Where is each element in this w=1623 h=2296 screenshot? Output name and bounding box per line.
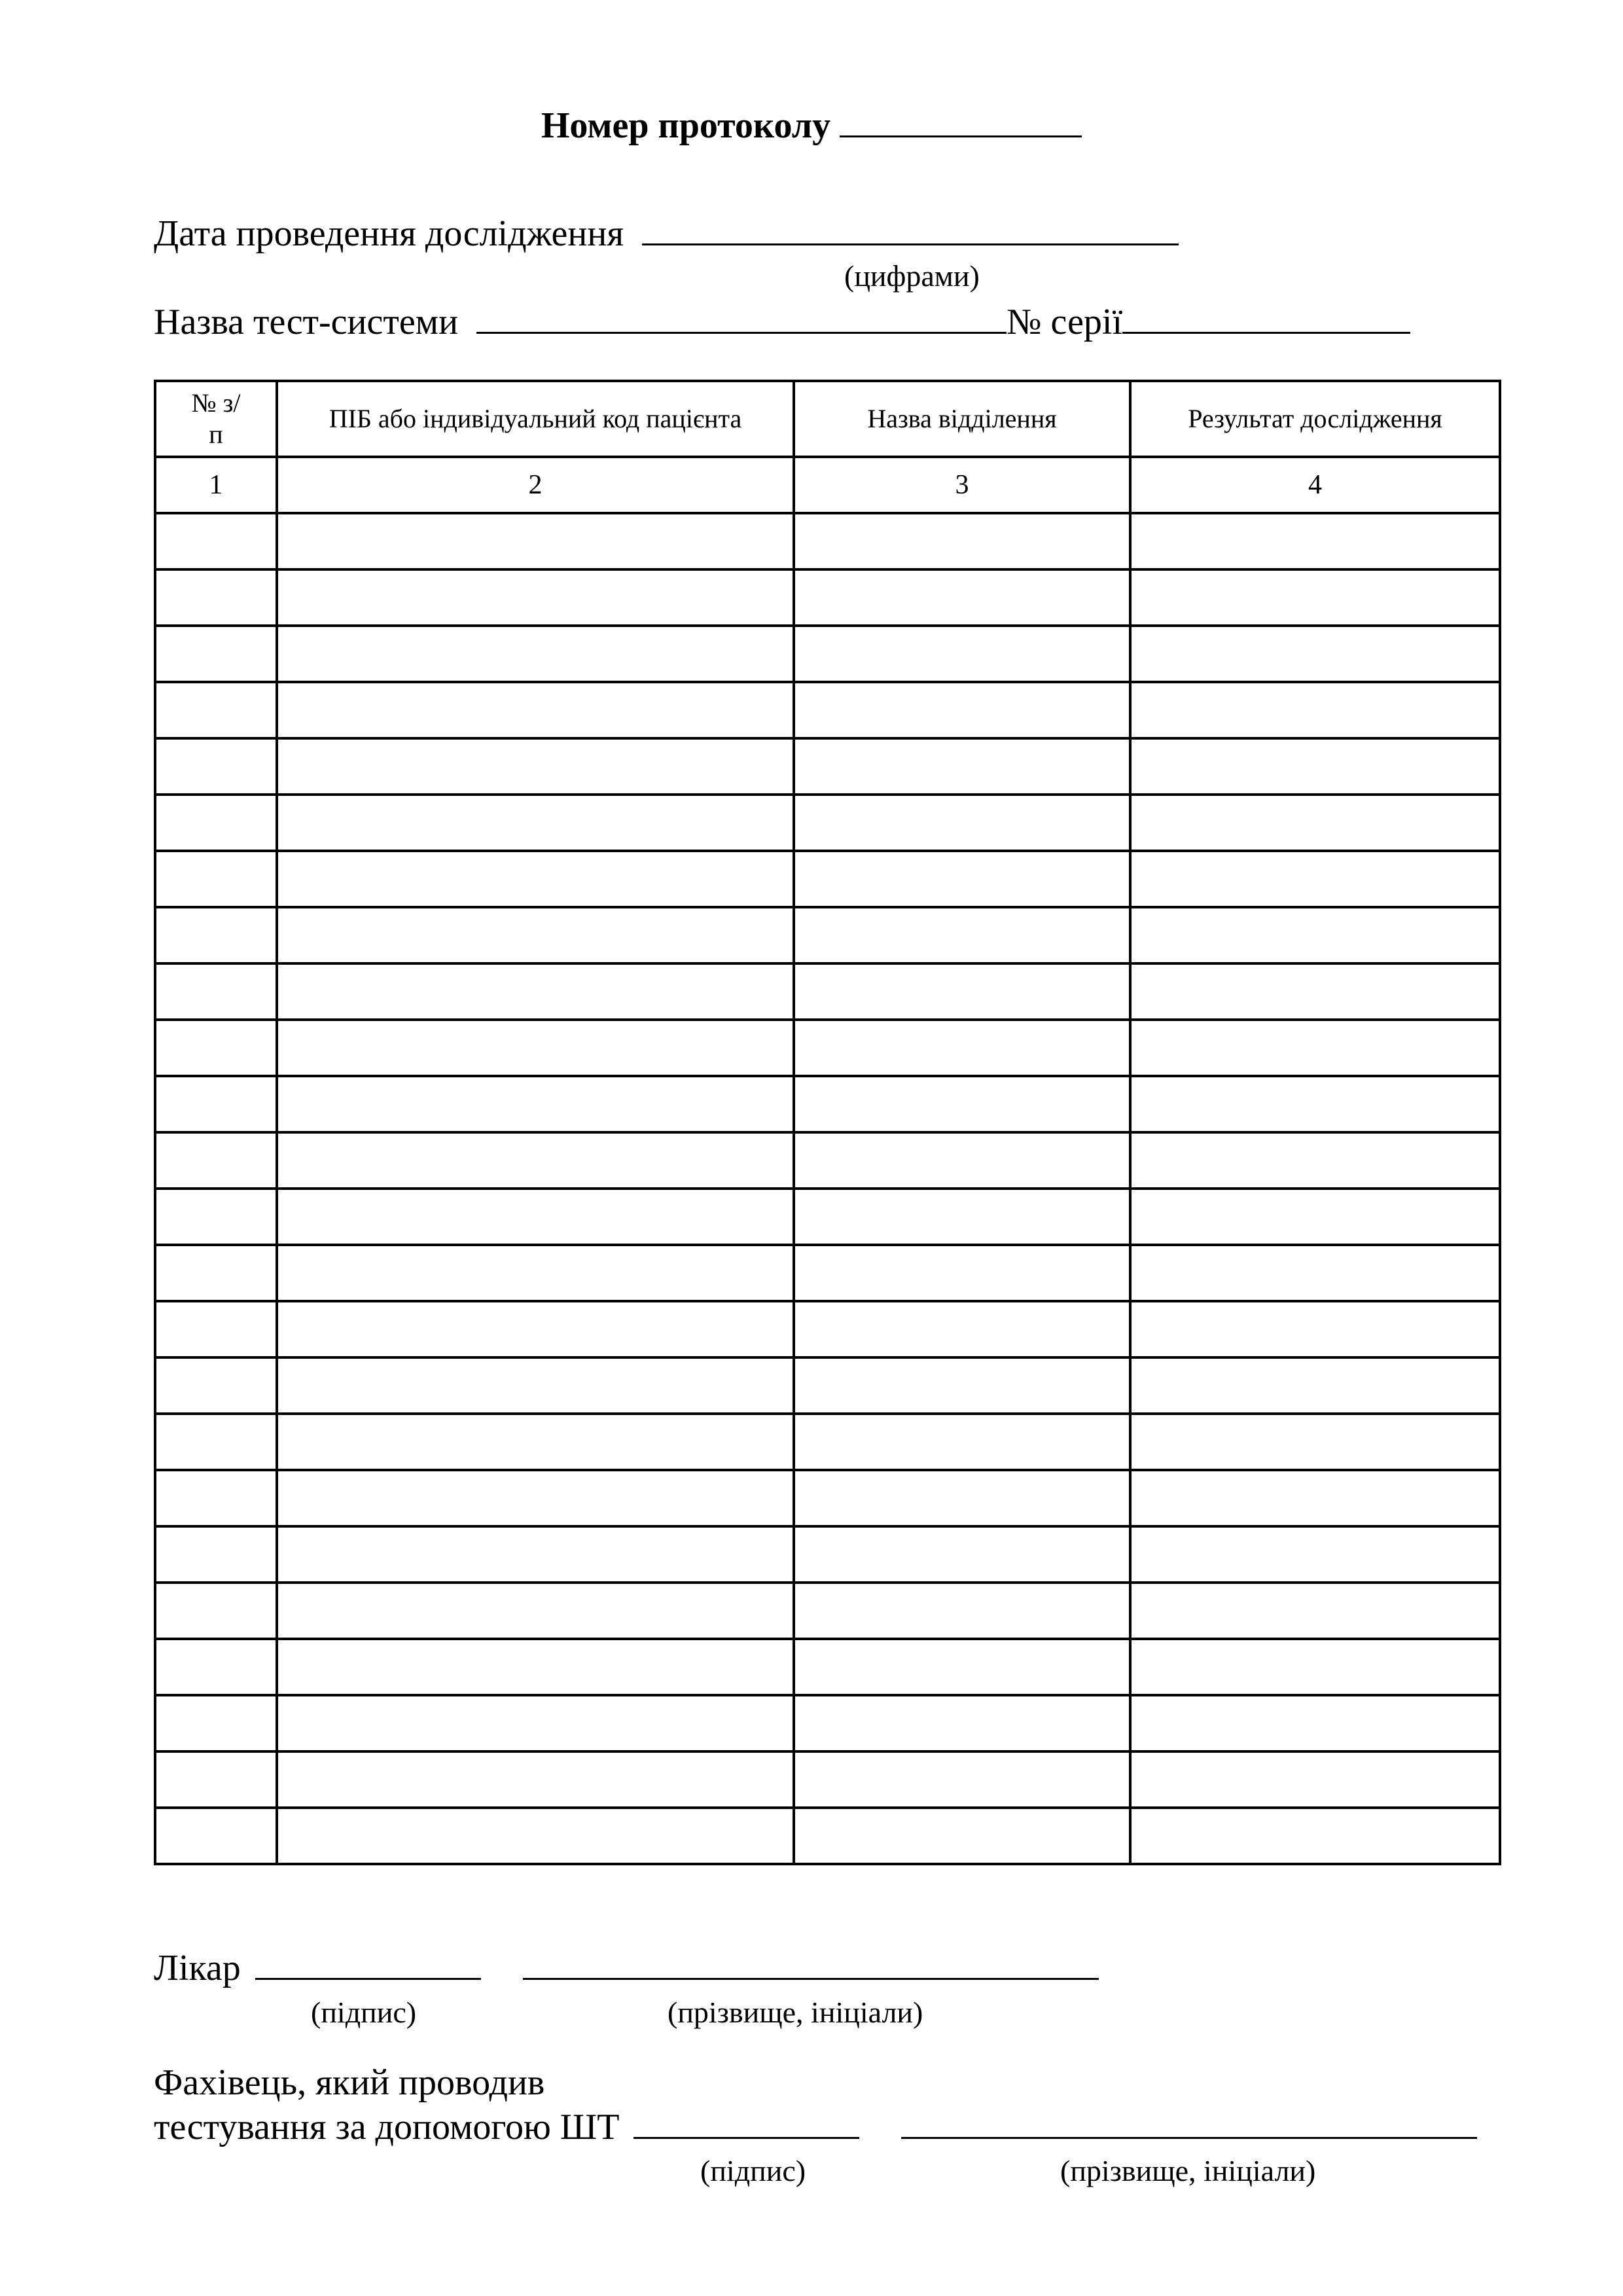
table-row [155, 1751, 1500, 1808]
table-cell[interactable] [155, 1245, 277, 1301]
table-cell[interactable] [1130, 1357, 1500, 1414]
specialist-signature-caption: (підпис) [700, 2154, 806, 2187]
table-cell[interactable] [1130, 1808, 1500, 1864]
table-cell[interactable] [1130, 907, 1500, 963]
doctor-name-field[interactable] [523, 1948, 1099, 1980]
table-cell[interactable] [155, 907, 277, 963]
doctor-label: Лікар [154, 1948, 241, 1988]
table-row [155, 1357, 1500, 1414]
table-cell[interactable] [1130, 626, 1500, 682]
table-cell[interactable] [155, 963, 277, 1020]
table-cell[interactable] [1130, 1245, 1500, 1301]
table-row [155, 907, 1500, 963]
table-row [155, 513, 1500, 569]
table-cell[interactable] [1130, 1189, 1500, 1245]
table-row [155, 1020, 1500, 1076]
table-cell[interactable] [155, 1076, 277, 1132]
protocol-number-label: Номер протоколу [541, 105, 831, 146]
table-cell[interactable] [794, 738, 1130, 795]
table-cell[interactable] [794, 569, 1130, 626]
table-cell[interactable] [794, 1301, 1130, 1357]
table-cell[interactable] [277, 1583, 794, 1639]
table-cell[interactable] [794, 1470, 1130, 1526]
protocol-number-field[interactable] [840, 105, 1082, 137]
table-cell[interactable] [155, 513, 277, 569]
table-row [155, 1132, 1500, 1189]
table-cell[interactable] [1130, 963, 1500, 1020]
table-cell[interactable] [277, 1245, 794, 1301]
patient-table [154, 380, 1501, 1865]
table-row [155, 851, 1500, 907]
table-cell[interactable] [1130, 795, 1500, 851]
table-cell[interactable] [155, 1470, 277, 1526]
table-row [155, 1583, 1500, 1639]
table-cell[interactable] [794, 963, 1130, 1020]
table-cell[interactable] [155, 1357, 277, 1414]
test-system-line [154, 301, 1410, 343]
table-cell[interactable] [1130, 1132, 1500, 1189]
protocol-number-title [0, 105, 1623, 147]
table-cell[interactable] [155, 569, 277, 626]
table-cell[interactable] [794, 1526, 1130, 1583]
table-row [155, 1301, 1500, 1357]
column-number-4: 4 [1130, 457, 1500, 513]
table-cell[interactable] [277, 626, 794, 682]
table-cell[interactable] [155, 1414, 277, 1470]
header-patient-name: ПІБ або індивідуальний код пацієнта [277, 381, 794, 457]
test-system-label: Назва тест-системи [154, 302, 459, 342]
table-cell[interactable] [277, 1301, 794, 1357]
table-cell[interactable] [277, 1076, 794, 1132]
table-cell[interactable] [277, 1132, 794, 1189]
table-cell[interactable] [155, 1189, 277, 1245]
table-cell[interactable] [1130, 1414, 1500, 1470]
table-cell[interactable] [277, 1020, 794, 1076]
study-date-caption: (цифрами) [844, 259, 980, 293]
table-cell[interactable] [794, 682, 1130, 738]
table-cell[interactable] [277, 1751, 794, 1808]
table-row [155, 1076, 1500, 1132]
table-cell[interactable] [794, 1357, 1130, 1414]
table-cell[interactable] [1130, 1583, 1500, 1639]
table-cell[interactable] [277, 1357, 794, 1414]
test-system-field[interactable] [476, 302, 1007, 334]
table-cell[interactable] [155, 682, 277, 738]
table-row [155, 1245, 1500, 1301]
table-cell[interactable] [794, 626, 1130, 682]
table-cell[interactable] [277, 682, 794, 738]
table-cell[interactable] [155, 1020, 277, 1076]
specialist-name-caption: (прізвище, ініціали) [1060, 2154, 1316, 2187]
table-cell[interactable] [1130, 682, 1500, 738]
table-row [155, 1526, 1500, 1583]
table-cell[interactable] [794, 1639, 1130, 1695]
doctor-line [154, 1947, 1099, 1989]
table-cell[interactable] [794, 1414, 1130, 1470]
table-row [155, 626, 1500, 682]
table-cell[interactable] [794, 1020, 1130, 1076]
doctor-name-caption: (прізвище, ініціали) [668, 1996, 923, 2029]
column-number-3: 3 [794, 457, 1130, 513]
table-cell[interactable] [1130, 1470, 1500, 1526]
table-row [155, 963, 1500, 1020]
table-cell[interactable] [155, 1695, 277, 1751]
table-cell[interactable] [1130, 738, 1500, 795]
table-cell[interactable] [1130, 1639, 1500, 1695]
table-row [155, 1808, 1500, 1864]
table-cell[interactable] [1130, 1301, 1500, 1357]
table-cell[interactable] [794, 1076, 1130, 1132]
table-cell[interactable] [277, 569, 794, 626]
specialist-name-field[interactable] [901, 2107, 1477, 2139]
table-cell[interactable] [1130, 569, 1500, 626]
table-cell[interactable] [155, 1526, 277, 1583]
table-cell[interactable] [155, 1301, 277, 1357]
study-date-field[interactable] [642, 213, 1179, 245]
table-cell[interactable] [155, 795, 277, 851]
table-cell[interactable] [794, 513, 1130, 569]
table-cell[interactable] [1130, 1526, 1500, 1583]
table-cell[interactable] [794, 907, 1130, 963]
table-cell[interactable] [277, 907, 794, 963]
table-cell[interactable] [1130, 1695, 1500, 1751]
table-cell[interactable] [794, 851, 1130, 907]
table-cell[interactable] [277, 1695, 794, 1751]
table-cell[interactable] [794, 1189, 1130, 1245]
table-cell[interactable] [155, 738, 277, 795]
table-cell[interactable] [277, 1414, 794, 1470]
header-row-number: № з/п [155, 381, 277, 457]
table-cell[interactable] [1130, 1076, 1500, 1132]
table-header-row [155, 381, 1500, 457]
table-row [155, 682, 1500, 738]
table-cell[interactable] [277, 963, 794, 1020]
table-cell[interactable] [277, 1639, 794, 1695]
table-cell[interactable] [277, 1808, 794, 1864]
table-row [155, 1470, 1500, 1526]
table-cell[interactable] [155, 1808, 277, 1864]
table-cell[interactable] [277, 513, 794, 569]
table-cell[interactable] [794, 1751, 1130, 1808]
table-cell[interactable] [794, 795, 1130, 851]
specialist-line-2 [154, 2106, 1477, 2148]
table-row [155, 1414, 1500, 1470]
table-cell[interactable] [155, 626, 277, 682]
table-cell[interactable] [155, 1132, 277, 1189]
table-cell[interactable] [1130, 1020, 1500, 1076]
table-cell[interactable] [794, 1132, 1130, 1189]
header-result: Результат дослідження [1130, 381, 1500, 457]
table-cell[interactable] [794, 1808, 1130, 1864]
table-cell[interactable] [277, 1470, 794, 1526]
table-row [155, 795, 1500, 851]
table-cell[interactable] [277, 1189, 794, 1245]
table-cell[interactable] [1130, 851, 1500, 907]
study-date-label: Дата проведення дослідження [154, 213, 624, 254]
table-cell[interactable] [1130, 513, 1500, 569]
study-date-line [154, 213, 1179, 255]
table-cell[interactable] [794, 1245, 1130, 1301]
doctor-signature-caption: (підпис) [311, 1996, 417, 2029]
table-cell[interactable] [155, 1751, 277, 1808]
table-cell[interactable] [277, 851, 794, 907]
table-cell[interactable] [277, 795, 794, 851]
table-cell[interactable] [277, 1526, 794, 1583]
table-row [155, 1189, 1500, 1245]
column-number-row [155, 457, 1500, 513]
table-row [155, 738, 1500, 795]
column-number-1: 1 [155, 457, 277, 513]
table-cell[interactable] [794, 1695, 1130, 1751]
table-cell[interactable] [794, 1583, 1130, 1639]
specialist-signature-field[interactable] [633, 2107, 859, 2139]
table-cell[interactable] [277, 738, 794, 795]
header-department: Назва відділення [794, 381, 1130, 457]
column-number-2: 2 [277, 457, 794, 513]
specialist-line-1: Фахівець, який проводив [154, 2062, 545, 2103]
table-row [155, 1695, 1500, 1751]
specialist-label: тестування за допомогою ШТ [154, 2107, 620, 2147]
table-cell[interactable] [1130, 1751, 1500, 1808]
table-body [155, 513, 1500, 1864]
table-cell[interactable] [155, 851, 277, 907]
doctor-signature-field[interactable] [255, 1948, 481, 1980]
table-row [155, 1639, 1500, 1695]
table-cell[interactable] [155, 1583, 277, 1639]
table-row [155, 569, 1500, 626]
series-label: № серії [1007, 302, 1123, 342]
table-cell[interactable] [155, 1639, 277, 1695]
series-field[interactable] [1122, 302, 1410, 334]
